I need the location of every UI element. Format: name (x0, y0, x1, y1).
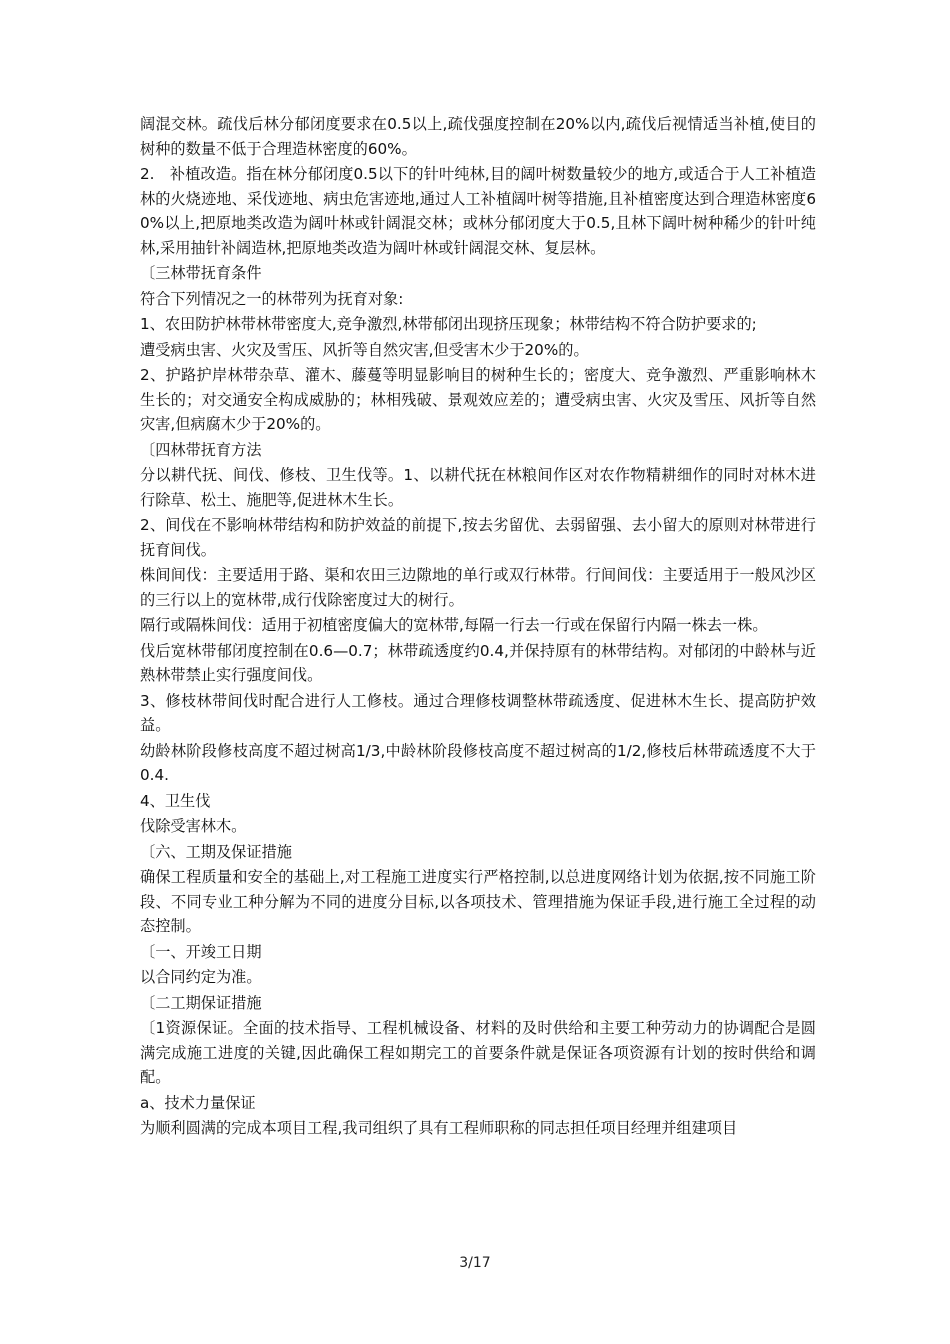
paragraph-23: 〔1资源保证。全面的技术指导、工程机械设备、材料的及时供给和主要工种劳动力的协调配合是圆满完成施工进度的关键,因此确保工程如期完工的首要条件就是保证各项资源有计划的按时供给和调配。 (140, 1019, 816, 1086)
paragraph-14: 3、修枝林带间伐时配合进行人工修枝。通过合理修枝调整林带疏透度、促进林木生长、提高防护效益。 (140, 691, 816, 734)
paragraph-2: 2. 补植改造。指在林分郁闭度0.5以下的针叶纯林,目的阔叶树数量较少的地方,或适合于人工补植造林的火烧迹地、采伐迹地、病虫危害迹地,通过人工补植阔叶树等措施,且补植密度达到合理造林密度60%以上,把原地类改造为阔叶林或针阔混交林；或林分郁闭度大于0.5,且林下阔叶树种稀少的针叶纯林,采用抽针补阔造林,把原地类改造为阔叶林或针阔混交林、复层林。 (140, 165, 816, 257)
section-heading-3: 〔三林带抚育条件 (140, 264, 262, 282)
paragraph-17: 伐除受害林木。 (140, 817, 247, 835)
paragraph-16: 4、卫生伐 (140, 791, 211, 810)
page-number: 3/17 (459, 1255, 491, 1271)
paragraph-5: 1、农田防护林带林带密度大,竞争激烈,林带郁闭出现挤压现象；林带结构不符合防护要求的; (140, 315, 757, 333)
paragraph-21: 以合同约定为准。 (140, 968, 262, 986)
paragraph-7: 2、护路护岸林带杂草、灌木、藤蔓等明显影响目的树种生长的；密度大、竞争激烈、严重影响林木生长的；对交通安全构成威胁的；林相残破、景观效应差的；遭受病虫害、火灾及雪压、风折等自然灾害,但病腐木少于20%的。 (140, 366, 816, 433)
paragraph-11: 株间间伐：主要适用于路、渠和农田三边隙地的单行或双行林带。行间间伐：主要适用于一般风沙区的三行以上的宽林带,成行伐除密度过大的树行。 (140, 566, 816, 609)
section-heading-22: 〔二工期保证措施 (140, 993, 262, 1012)
section-heading-8: 〔四林带抚育方法 (140, 440, 262, 459)
paragraph-6: 遭受病虫害、火灾及雪压、风折等自然灾害,但受害木少于20%的。 (140, 340, 589, 359)
paragraph-4: 符合下列情况之一的林带列为抚育对象: (140, 289, 404, 308)
paragraph-25: 为顺利圆满的完成本项目工程,我司组织了具有工程师职称的同志担任项目经理并组建项目 (140, 1119, 738, 1137)
paragraph-1: 阔混交林。疏伐后林分郁闭度要求在0.5以上,疏伐强度控制在20%以内,疏伐后视情适当补植,使目的树种的数量不低于合理造林密度的60%。 (140, 115, 816, 158)
document-body (140, 112, 816, 1141)
paragraph-9: 分以耕代抚、间伐、修枝、卫生伐等。1、以耕代抚在林粮间作区对农作物精耕细作的同时对林木进行除草、松土、施肥等,促进林木生长。 (140, 466, 816, 509)
section-heading-20: 〔一、开竣工日期 (140, 942, 262, 961)
paragraph-19: 确保工程质量和安全的基础上,对工程施工进度实行严格控制,以总进度网络计划为依据,按不同施工阶段、不同专业工种分解为不同的进度分目标,以各项技术、管理措施为保证手段,进行施工全过程的动态控制。 (140, 868, 816, 935)
paragraph-12: 隔行或隔株间伐：适用于初植密度偏大的宽林带,每隔一行去一行或在保留行内隔一株去一株。 (140, 616, 768, 634)
section-heading-18: 〔六、工期及保证措施 (140, 842, 292, 861)
paragraph-13: 伐后宽林带郁闭度控制在0.6—0.7；林带疏透度约0.4,并保持原有的林带结构。对郁闭的中龄林与近熟林带禁止实行强度间伐。 (140, 641, 816, 684)
paragraph-10: 2、间伐在不影响林带结构和防护效益的前提下,按去劣留优、去弱留强、去小留大的原则对林带进行抚育间伐。 (140, 516, 816, 559)
paragraph-24: a、技术力量保证 (140, 1093, 256, 1112)
paragraph-15: 幼龄林阶段修枝高度不超过树高1/3,中龄林阶段修枝高度不超过树高的1/2,修枝后林带疏透度不大于0.4. (140, 741, 816, 784)
